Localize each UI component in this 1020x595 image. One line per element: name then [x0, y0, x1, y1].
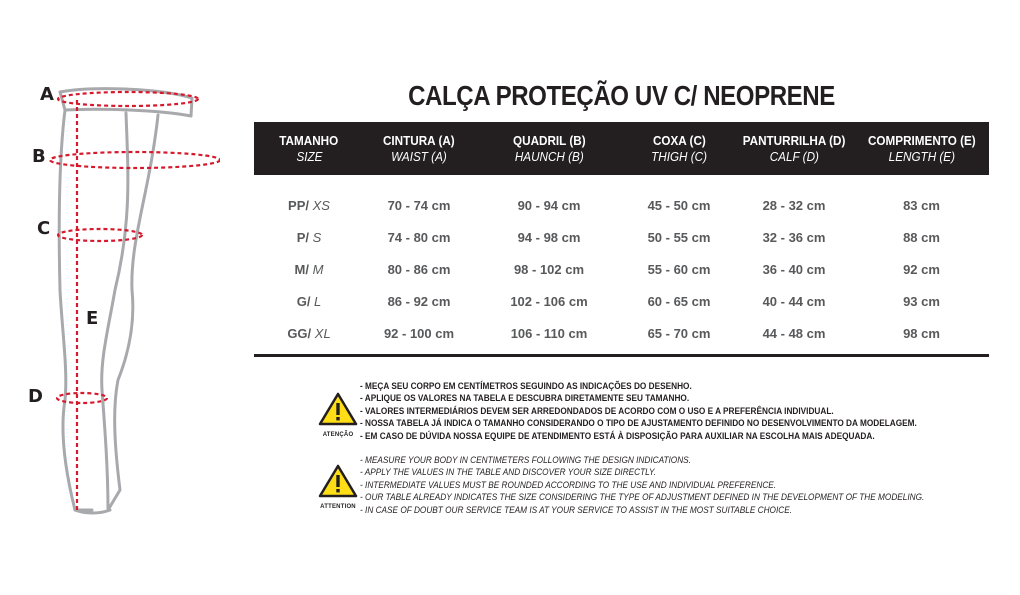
- label-a: A: [40, 84, 54, 105]
- header-length: COMPRIMENTO (E) LENGTH (E): [867, 133, 976, 164]
- waist-cell: 70 - 74 cm: [387, 197, 451, 213]
- warning-badge-pt: [318, 392, 358, 438]
- length-cell: 93 cm: [903, 293, 940, 309]
- size-table: [254, 122, 989, 349]
- calf-cell: 28 - 32 cm: [762, 197, 826, 213]
- size-cell: P/ S: [296, 229, 322, 245]
- thigh-cell: 65 - 70 cm: [647, 325, 711, 341]
- size-cell: PP/ XS: [288, 197, 330, 213]
- calf-cell: 32 - 36 cm: [762, 229, 826, 245]
- notes-english: [360, 455, 924, 517]
- length-cell: 92 cm: [903, 261, 940, 277]
- length-cell: 98 cm: [903, 325, 940, 341]
- table-row: [254, 317, 989, 349]
- table-row: [254, 285, 989, 317]
- calf-cell: 44 - 48 cm: [762, 325, 826, 341]
- note-line: - VALORES INTERMEDIÁRIOS DEVEM SER ARREDONDADOS DE ACORDO COM O USO E A PREFERÊNCIA INDIVIDUAL.: [360, 405, 834, 417]
- notes-portuguese: [360, 381, 917, 443]
- size-cell: M/ M: [294, 261, 324, 277]
- label-d: D: [28, 386, 43, 407]
- warning-caption: ATTENTION: [320, 504, 356, 510]
- table-header: [254, 122, 989, 175]
- warning-icon: [318, 464, 358, 498]
- header-haunch: QUADRIL (B) HAUNCH (B): [512, 133, 586, 164]
- note-line: - MEASURE YOUR BODY IN CENTIMETERS FOLLOWING THE DESIGN INDICATIONS.: [360, 455, 691, 466]
- waist-cell: 92 - 100 cm: [383, 325, 455, 341]
- thigh-cell: 60 - 65 cm: [647, 293, 711, 309]
- note-line: - NOSSA TABELA JÁ INDICA O TAMANHO CONSIDERANDO O TIPO DE AJUSTAMENTO DEFINIDO NO DESENVOLVIMENTO DA MODELAGEM.: [360, 418, 917, 430]
- calf-cell: 36 - 40 cm: [762, 261, 826, 277]
- haunch-cell: 102 - 106 cm: [510, 293, 588, 309]
- waist-cell: 86 - 92 cm: [387, 293, 451, 309]
- table-row: [254, 253, 989, 285]
- leggings-outline: [20, 70, 220, 530]
- header-waist: CINTURA (A) WAIST (A): [383, 133, 455, 164]
- warning-badge-en: [318, 464, 358, 510]
- waist-cell: 80 - 86 cm: [387, 261, 451, 277]
- waist-cell: 74 - 80 cm: [387, 229, 451, 245]
- note-line: - EM CASO DE DÚVIDA NOSSA EQUIPE DE ATENDIMENTO ESTÁ À DISPOSIÇÃO PARA AUXILIAR NA ESCOLHA MAIS ADEQUADA.: [360, 430, 875, 442]
- haunch-cell: 94 - 98 cm: [517, 229, 581, 245]
- table-row: [254, 221, 989, 253]
- warning-icon: [318, 392, 358, 426]
- header-thigh: COXA (C) THIGH (C): [651, 133, 707, 164]
- thigh-cell: 50 - 55 cm: [647, 229, 711, 245]
- note-line: - MEÇA SEU CORPO EM CENTÍMETROS SEGUINDO AS INDICAÇÕES DO DESENHO.: [360, 381, 692, 392]
- length-cell: 83 cm: [903, 197, 940, 213]
- table-divider: [254, 354, 989, 357]
- haunch-cell: 106 - 110 cm: [510, 325, 588, 341]
- size-cell: G/ L: [296, 293, 322, 309]
- leggings-illustration: [20, 70, 220, 530]
- length-cell: 88 cm: [903, 229, 940, 245]
- page-title: CALÇA PROTEÇÃO UV C/ NEOPRENE: [408, 80, 835, 111]
- thigh-cell: 55 - 60 cm: [647, 261, 711, 277]
- label-e: E: [86, 308, 99, 329]
- warning-caption: ATENÇÃO: [322, 432, 354, 438]
- label-c: C: [37, 218, 51, 239]
- header-calf: PANTURRILHA (D) CALF (D): [742, 133, 846, 164]
- thigh-cell: 45 - 50 cm: [647, 197, 711, 213]
- table-body: [254, 175, 989, 349]
- note-line: - INTERMEDIATE VALUES MUST BE ROUNDED ACCORDING TO THE USE AND INDIVIDUAL PREFERENCE.: [360, 479, 777, 491]
- size-cell: GG/ XL: [287, 325, 331, 341]
- header-size: TAMANHO SIZE: [279, 133, 339, 164]
- note-line: - OUR TABLE ALREADY INDICATES THE SIZE CONSIDERING THE TYPE OF ADJUSTMENT DEFINED IN THE DEVELOPMENT OF THE MODELING.: [360, 492, 925, 504]
- label-b: B: [32, 146, 46, 167]
- note-line: - IN CASE OF DOUBT OUR SERVICE TEAM IS AT YOUR SERVICE TO ASSIST IN THE MOST SUITABLE CHOICE.: [360, 504, 793, 516]
- haunch-cell: 98 - 102 cm: [513, 261, 585, 277]
- calf-cell: 40 - 44 cm: [762, 293, 826, 309]
- note-line: - APPLY THE VALUES IN THE TABLE AND DISCOVER YOUR SIZE DIRECTLY.: [360, 467, 657, 479]
- haunch-cell: 90 - 94 cm: [517, 197, 581, 213]
- table-row: [254, 189, 989, 221]
- note-line: - APLIQUE OS VALORES NA TABELA E DESCUBRA DIRETAMENTE SEU TAMANHO.: [360, 393, 690, 405]
